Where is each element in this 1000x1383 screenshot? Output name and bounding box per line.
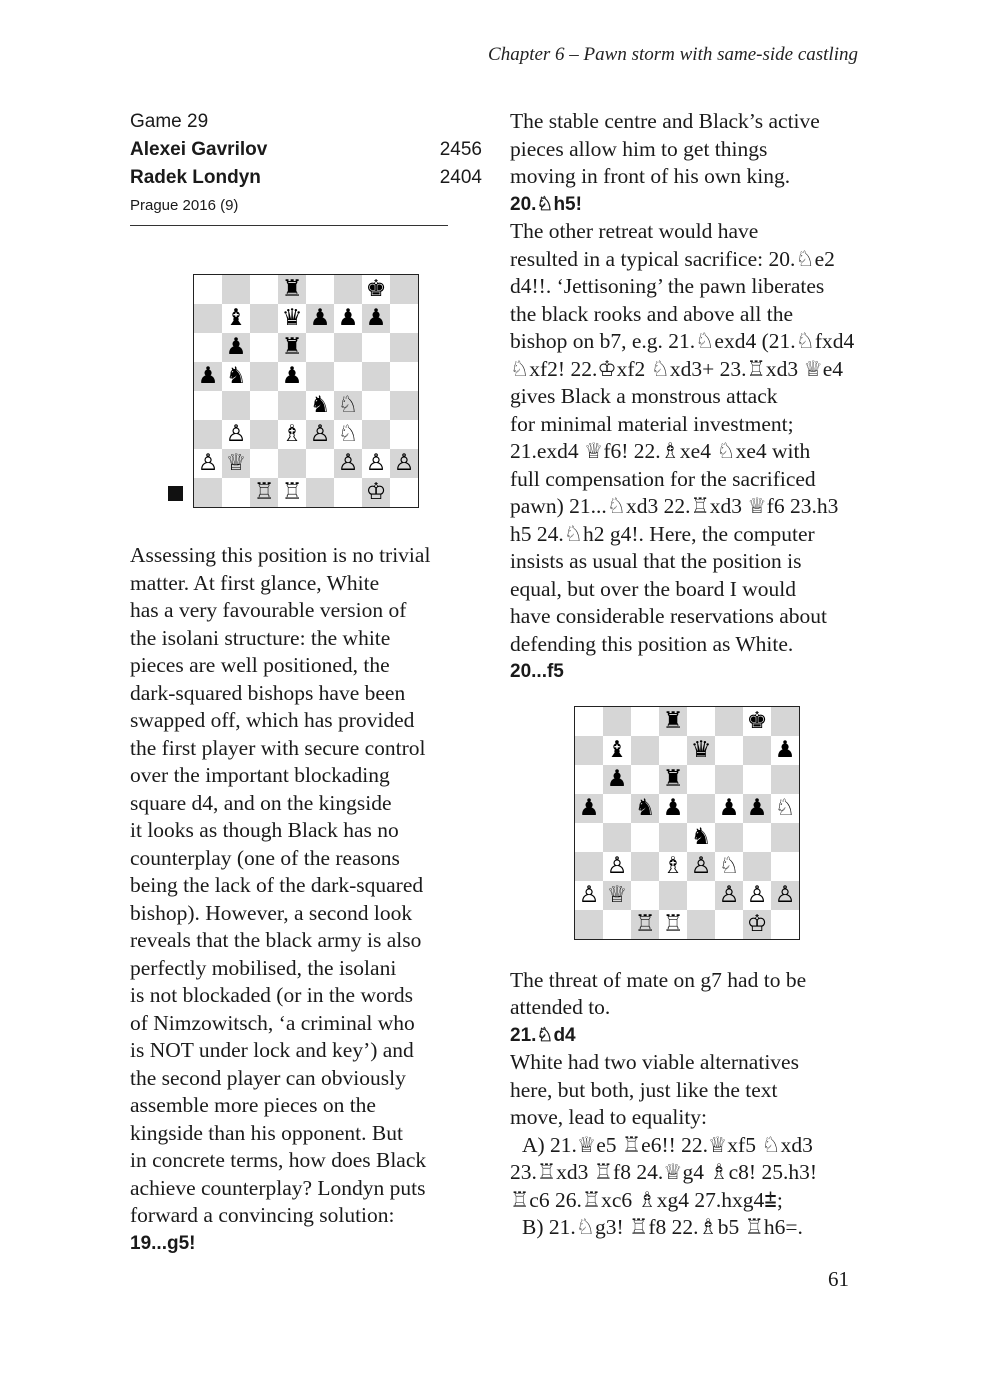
white-knight-icon: ♘ bbox=[334, 420, 362, 449]
diagram1-area bbox=[130, 274, 482, 518]
right-paragraph-1-line: The stable centre and Black’s active bbox=[510, 109, 820, 133]
board-square bbox=[194, 420, 222, 449]
board-square bbox=[278, 449, 306, 478]
black-rook-icon: ♜ bbox=[278, 333, 306, 362]
board-square bbox=[222, 275, 250, 304]
white-pawn-icon: ♙ bbox=[222, 420, 250, 449]
left-paragraph-line: counterplay (one of the reasons bbox=[130, 845, 400, 870]
board-square bbox=[603, 707, 631, 736]
black-pawn-icon: ♟ bbox=[306, 304, 334, 333]
board-square bbox=[194, 275, 222, 304]
black-pawn-icon: ♟ bbox=[659, 794, 687, 823]
left-paragraph-line: the first player with secure control bbox=[130, 735, 426, 760]
white-player-name: Alexei Gavrilov bbox=[130, 139, 268, 160]
black-pawn-icon: ♟ bbox=[362, 304, 390, 333]
black-pawn-icon: ♟ bbox=[334, 304, 362, 333]
board-square bbox=[250, 362, 278, 391]
board-square bbox=[771, 707, 799, 736]
left-paragraph-line: is NOT under lock and key’) and bbox=[130, 1038, 414, 1062]
white-queen-icon: ♕ bbox=[222, 449, 250, 478]
game-header bbox=[130, 108, 482, 226]
white-knight-icon: ♘ bbox=[715, 852, 743, 881]
white-rook-icon: ♖ bbox=[631, 910, 659, 939]
board-square bbox=[771, 910, 799, 939]
board-square bbox=[334, 275, 362, 304]
left-paragraph-line: achieve counterplay? Londyn puts bbox=[130, 1175, 426, 1200]
white-pawn-icon: ♙ bbox=[687, 852, 715, 881]
white-pawn-icon: ♙ bbox=[194, 449, 222, 478]
board-square bbox=[390, 275, 418, 304]
white-pawn-icon: ♙ bbox=[362, 449, 390, 478]
variation-line: 23.♖xd3 ♖f8 24.♕g4 ♗c8! 25.h3! bbox=[510, 1160, 817, 1184]
left-paragraph-line: Assessing this position is no trivial bbox=[130, 543, 431, 567]
board-square bbox=[575, 852, 603, 881]
board-square bbox=[250, 449, 278, 478]
left-paragraph-line: being the lack of the dark-squared bbox=[130, 873, 424, 897]
board-square bbox=[687, 881, 715, 910]
white-pawn-icon: ♙ bbox=[390, 449, 418, 478]
board-square bbox=[631, 823, 659, 852]
right-paragraph-2-line: bishop on b7, e.g. 21.♘exd4 (21.♘fxd4 bbox=[510, 329, 855, 353]
move-19-g5: 19...g5! bbox=[130, 1232, 196, 1254]
black-bishop-icon: ♝ bbox=[222, 304, 250, 333]
right-paragraph-2-line: The other retreat would have bbox=[510, 219, 759, 243]
black-queen-icon: ♛ bbox=[687, 736, 715, 765]
right-paragraph-2-line: defending this position as White. bbox=[510, 631, 794, 656]
board-square bbox=[390, 362, 418, 391]
game-label: Game 29 bbox=[130, 111, 209, 132]
board-square bbox=[250, 333, 278, 362]
black-knight-icon: ♞ bbox=[222, 362, 250, 391]
board-square bbox=[743, 765, 771, 794]
black-pawn-icon: ♟ bbox=[222, 333, 250, 362]
chess-diagram-1 bbox=[193, 274, 419, 508]
board-square bbox=[334, 362, 362, 391]
right-paragraph-2-line: ♘xf2! 22.♔xf2 ♘xd3+ 23.♖xd3 ♕e4 bbox=[510, 356, 844, 381]
board-square bbox=[575, 736, 603, 765]
board-square bbox=[603, 823, 631, 852]
left-paragraph-line: perfectly mobilised, the isolani bbox=[130, 955, 397, 980]
board-square bbox=[687, 707, 715, 736]
right-column bbox=[510, 108, 870, 1242]
chessboard-1 bbox=[193, 274, 419, 508]
white-queen-icon: ♕ bbox=[603, 881, 631, 910]
board-square bbox=[631, 881, 659, 910]
right-paragraph-4 bbox=[510, 1049, 870, 1132]
board-square bbox=[575, 707, 603, 736]
black-pawn-icon: ♟ bbox=[575, 794, 603, 823]
board-square bbox=[390, 333, 418, 362]
board-square bbox=[603, 910, 631, 939]
left-paragraph-line: is not blockaded (or in the words bbox=[130, 983, 414, 1007]
board-square bbox=[362, 420, 390, 449]
board-square bbox=[575, 910, 603, 939]
board-square bbox=[687, 765, 715, 794]
page-number: 61 bbox=[828, 1267, 849, 1291]
board-square bbox=[390, 391, 418, 420]
left-paragraph-line: forward a convincing solution: bbox=[130, 1203, 395, 1227]
board-square bbox=[687, 794, 715, 823]
black-king-icon: ♚ bbox=[362, 275, 390, 304]
diagram2-area bbox=[510, 706, 870, 946]
board-square bbox=[771, 852, 799, 881]
header-divider bbox=[130, 225, 448, 226]
board-square bbox=[715, 910, 743, 939]
board-square bbox=[306, 449, 334, 478]
left-paragraph-line: bishop). However, a second look bbox=[130, 900, 413, 925]
left-paragraph-line: dark-squared bishops have been bbox=[130, 680, 406, 705]
black-queen-icon: ♛ bbox=[278, 304, 306, 333]
black-pawn-icon: ♟ bbox=[603, 765, 631, 794]
left-paragraph-line: pieces are well positioned, the bbox=[130, 653, 390, 677]
right-paragraph-2-line: d4!!. ‘Jettisoning’ the pawn liberates bbox=[510, 274, 825, 298]
white-pawn-icon: ♙ bbox=[715, 881, 743, 910]
board-square bbox=[306, 478, 334, 507]
right-paragraph-2-line: h5 24.♘h2 g4!. Here, the computer bbox=[510, 521, 815, 546]
board-square bbox=[715, 765, 743, 794]
black-knight-icon: ♞ bbox=[306, 391, 334, 420]
chessboard-2 bbox=[574, 706, 800, 940]
board-square bbox=[194, 304, 222, 333]
board-square bbox=[743, 852, 771, 881]
black-pawn-icon: ♟ bbox=[715, 794, 743, 823]
left-paragraph-line: of Nimzowitsch, ‘a criminal who bbox=[130, 1010, 415, 1035]
left-paragraph-line: reveals that the black army is also bbox=[130, 928, 422, 952]
right-paragraph-3 bbox=[510, 967, 870, 1022]
board-square bbox=[715, 736, 743, 765]
white-rook-icon: ♖ bbox=[250, 478, 278, 507]
board-square bbox=[771, 823, 799, 852]
board-square bbox=[743, 736, 771, 765]
right-paragraph-2-line: full compensation for the sacrificed bbox=[510, 466, 816, 491]
right-paragraph-4-line: White had two viable alternatives bbox=[510, 1050, 799, 1074]
white-bishop-icon: ♗ bbox=[659, 852, 687, 881]
right-paragraph-4-line: move, lead to equality: bbox=[510, 1105, 708, 1129]
board-square bbox=[194, 333, 222, 362]
right-paragraph-2-line: pawn) 21...♘xd3 22.♖xd3 ♕f6 23.h3 bbox=[510, 494, 839, 518]
board-square bbox=[362, 391, 390, 420]
chess-diagram-2 bbox=[574, 706, 800, 940]
board-square bbox=[250, 304, 278, 333]
board-square bbox=[222, 478, 250, 507]
board-square bbox=[659, 823, 687, 852]
left-paragraph-line: the isolani structure: the white bbox=[130, 625, 391, 650]
black-king-icon: ♚ bbox=[743, 707, 771, 736]
board-square bbox=[390, 420, 418, 449]
right-paragraph-2-line: equal, but over the board I would bbox=[510, 576, 796, 601]
white-pawn-icon: ♙ bbox=[603, 852, 631, 881]
left-paragraph-line: swapped off, which has provided bbox=[130, 708, 415, 732]
board-square bbox=[306, 333, 334, 362]
board-square bbox=[603, 794, 631, 823]
left-paragraph-line: in concrete terms, how does Black bbox=[130, 1148, 427, 1172]
black-bishop-icon: ♝ bbox=[603, 736, 631, 765]
board-square bbox=[575, 823, 603, 852]
move-20-f5: 20...f5 bbox=[510, 661, 564, 682]
white-knight-icon: ♘ bbox=[334, 391, 362, 420]
right-paragraph-2 bbox=[510, 218, 870, 658]
move-21-nd4: 21.♘d4 bbox=[510, 1024, 576, 1046]
board-square bbox=[743, 823, 771, 852]
black-to-move-marker bbox=[168, 486, 183, 501]
move-20-nh5: 20.♘h5! bbox=[510, 193, 582, 215]
right-paragraph-2-line: for minimal material investment; bbox=[510, 411, 794, 436]
board-square bbox=[250, 420, 278, 449]
white-pawn-icon: ♙ bbox=[743, 881, 771, 910]
board-square bbox=[194, 391, 222, 420]
board-square bbox=[687, 910, 715, 939]
variation-line: ♖c6 26.♖xc6 ♗xg4 27.hxg4⩲; bbox=[510, 1187, 783, 1212]
board-square bbox=[306, 275, 334, 304]
left-paragraph-line: assemble more pieces on the bbox=[130, 1093, 376, 1117]
variations bbox=[510, 1132, 870, 1242]
black-knight-icon: ♞ bbox=[631, 794, 659, 823]
board-square bbox=[631, 852, 659, 881]
left-paragraph-line: it looks as though Black has no bbox=[130, 818, 399, 842]
black-pawn-icon: ♟ bbox=[278, 362, 306, 391]
running-head: Chapter 6 – Pawn storm with same-side castling bbox=[488, 44, 858, 65]
black-pawn-icon: ♟ bbox=[743, 794, 771, 823]
white-bishop-icon: ♗ bbox=[278, 420, 306, 449]
board-square bbox=[631, 707, 659, 736]
board-square bbox=[631, 765, 659, 794]
board-square bbox=[362, 362, 390, 391]
variation-line: A) 21.♕e5 ♖e6!! 22.♕xf5 ♘xd3 bbox=[522, 1132, 813, 1157]
left-column bbox=[130, 108, 482, 1257]
white-pawn-icon: ♙ bbox=[306, 420, 334, 449]
board-square bbox=[390, 478, 418, 507]
board-square bbox=[194, 478, 222, 507]
right-paragraph-3-line: attended to. bbox=[510, 995, 611, 1019]
right-paragraph-2-line: 21.exd4 ♕f6! 22.♗xe4 ♘xe4 with bbox=[510, 439, 811, 463]
right-paragraph-1 bbox=[510, 108, 870, 191]
board-square bbox=[631, 736, 659, 765]
black-rook-icon: ♜ bbox=[659, 707, 687, 736]
white-king-icon: ♔ bbox=[362, 478, 390, 507]
white-rook-icon: ♖ bbox=[659, 910, 687, 939]
left-paragraph-line: matter. At first glance, White bbox=[130, 570, 380, 595]
right-paragraph-2-line: have considerable reservations about bbox=[510, 604, 827, 628]
board-square bbox=[659, 881, 687, 910]
right-paragraph-3-line: The threat of mate on g7 had to be bbox=[510, 967, 807, 992]
white-rook-icon: ♖ bbox=[278, 478, 306, 507]
event-info: Prague 2016 (9) bbox=[130, 197, 239, 214]
white-pawn-icon: ♙ bbox=[334, 449, 362, 478]
white-player bbox=[130, 136, 482, 164]
black-knight-icon: ♞ bbox=[687, 823, 715, 852]
black-pawn-icon: ♟ bbox=[194, 362, 222, 391]
right-paragraph-2-line: gives Black a monstrous attack bbox=[510, 384, 778, 408]
board-square bbox=[250, 391, 278, 420]
left-paragraph-line: kingside than his opponent. But bbox=[130, 1120, 403, 1145]
board-square bbox=[222, 391, 250, 420]
right-paragraph-2-line: insists as usual that the position is bbox=[510, 549, 802, 573]
right-paragraph-4-line: here, but both, just like the text bbox=[510, 1077, 778, 1102]
board-square bbox=[278, 391, 306, 420]
board-square bbox=[715, 707, 743, 736]
variation-line: B) 21.♘g3! ♖f8 22.♗b5 ♖h6=. bbox=[522, 1215, 803, 1239]
right-paragraph-2-line: resulted in a typical sacrifice: 20.♘e2 bbox=[510, 246, 835, 271]
board-square bbox=[250, 275, 278, 304]
right-paragraph-2-line: the black rooks and above all the bbox=[510, 301, 793, 326]
white-pawn-icon: ♙ bbox=[575, 881, 603, 910]
white-pawn-icon: ♙ bbox=[771, 881, 799, 910]
board-square bbox=[390, 304, 418, 333]
left-paragraph-line: has a very favourable version of bbox=[130, 598, 407, 622]
white-knight-icon: ♘ bbox=[771, 794, 799, 823]
white-king-icon: ♔ bbox=[743, 910, 771, 939]
black-pawn-icon: ♟ bbox=[771, 736, 799, 765]
board-square bbox=[659, 736, 687, 765]
left-paragraph-line: square d4, and on the kingside bbox=[130, 790, 392, 815]
left-analysis-paragraph bbox=[130, 542, 482, 1230]
right-paragraph-1-line: pieces allow him to get things bbox=[510, 136, 768, 161]
board-square bbox=[334, 333, 362, 362]
board-square bbox=[362, 333, 390, 362]
black-rook-icon: ♜ bbox=[659, 765, 687, 794]
board-square bbox=[306, 362, 334, 391]
black-player-rating: 2404 bbox=[439, 167, 482, 188]
board-square bbox=[715, 823, 743, 852]
right-paragraph-1-line: moving in front of his own king. bbox=[510, 164, 791, 188]
board-square bbox=[575, 765, 603, 794]
white-player-rating: 2456 bbox=[439, 139, 482, 160]
left-paragraph-line: over the important blockading bbox=[130, 763, 390, 787]
left-paragraph-line: the second player can obviously bbox=[130, 1065, 406, 1090]
black-rook-icon: ♜ bbox=[278, 275, 306, 304]
black-player bbox=[130, 164, 482, 192]
board-square bbox=[771, 765, 799, 794]
black-player-name: Radek Londyn bbox=[130, 167, 261, 188]
board-square bbox=[334, 478, 362, 507]
